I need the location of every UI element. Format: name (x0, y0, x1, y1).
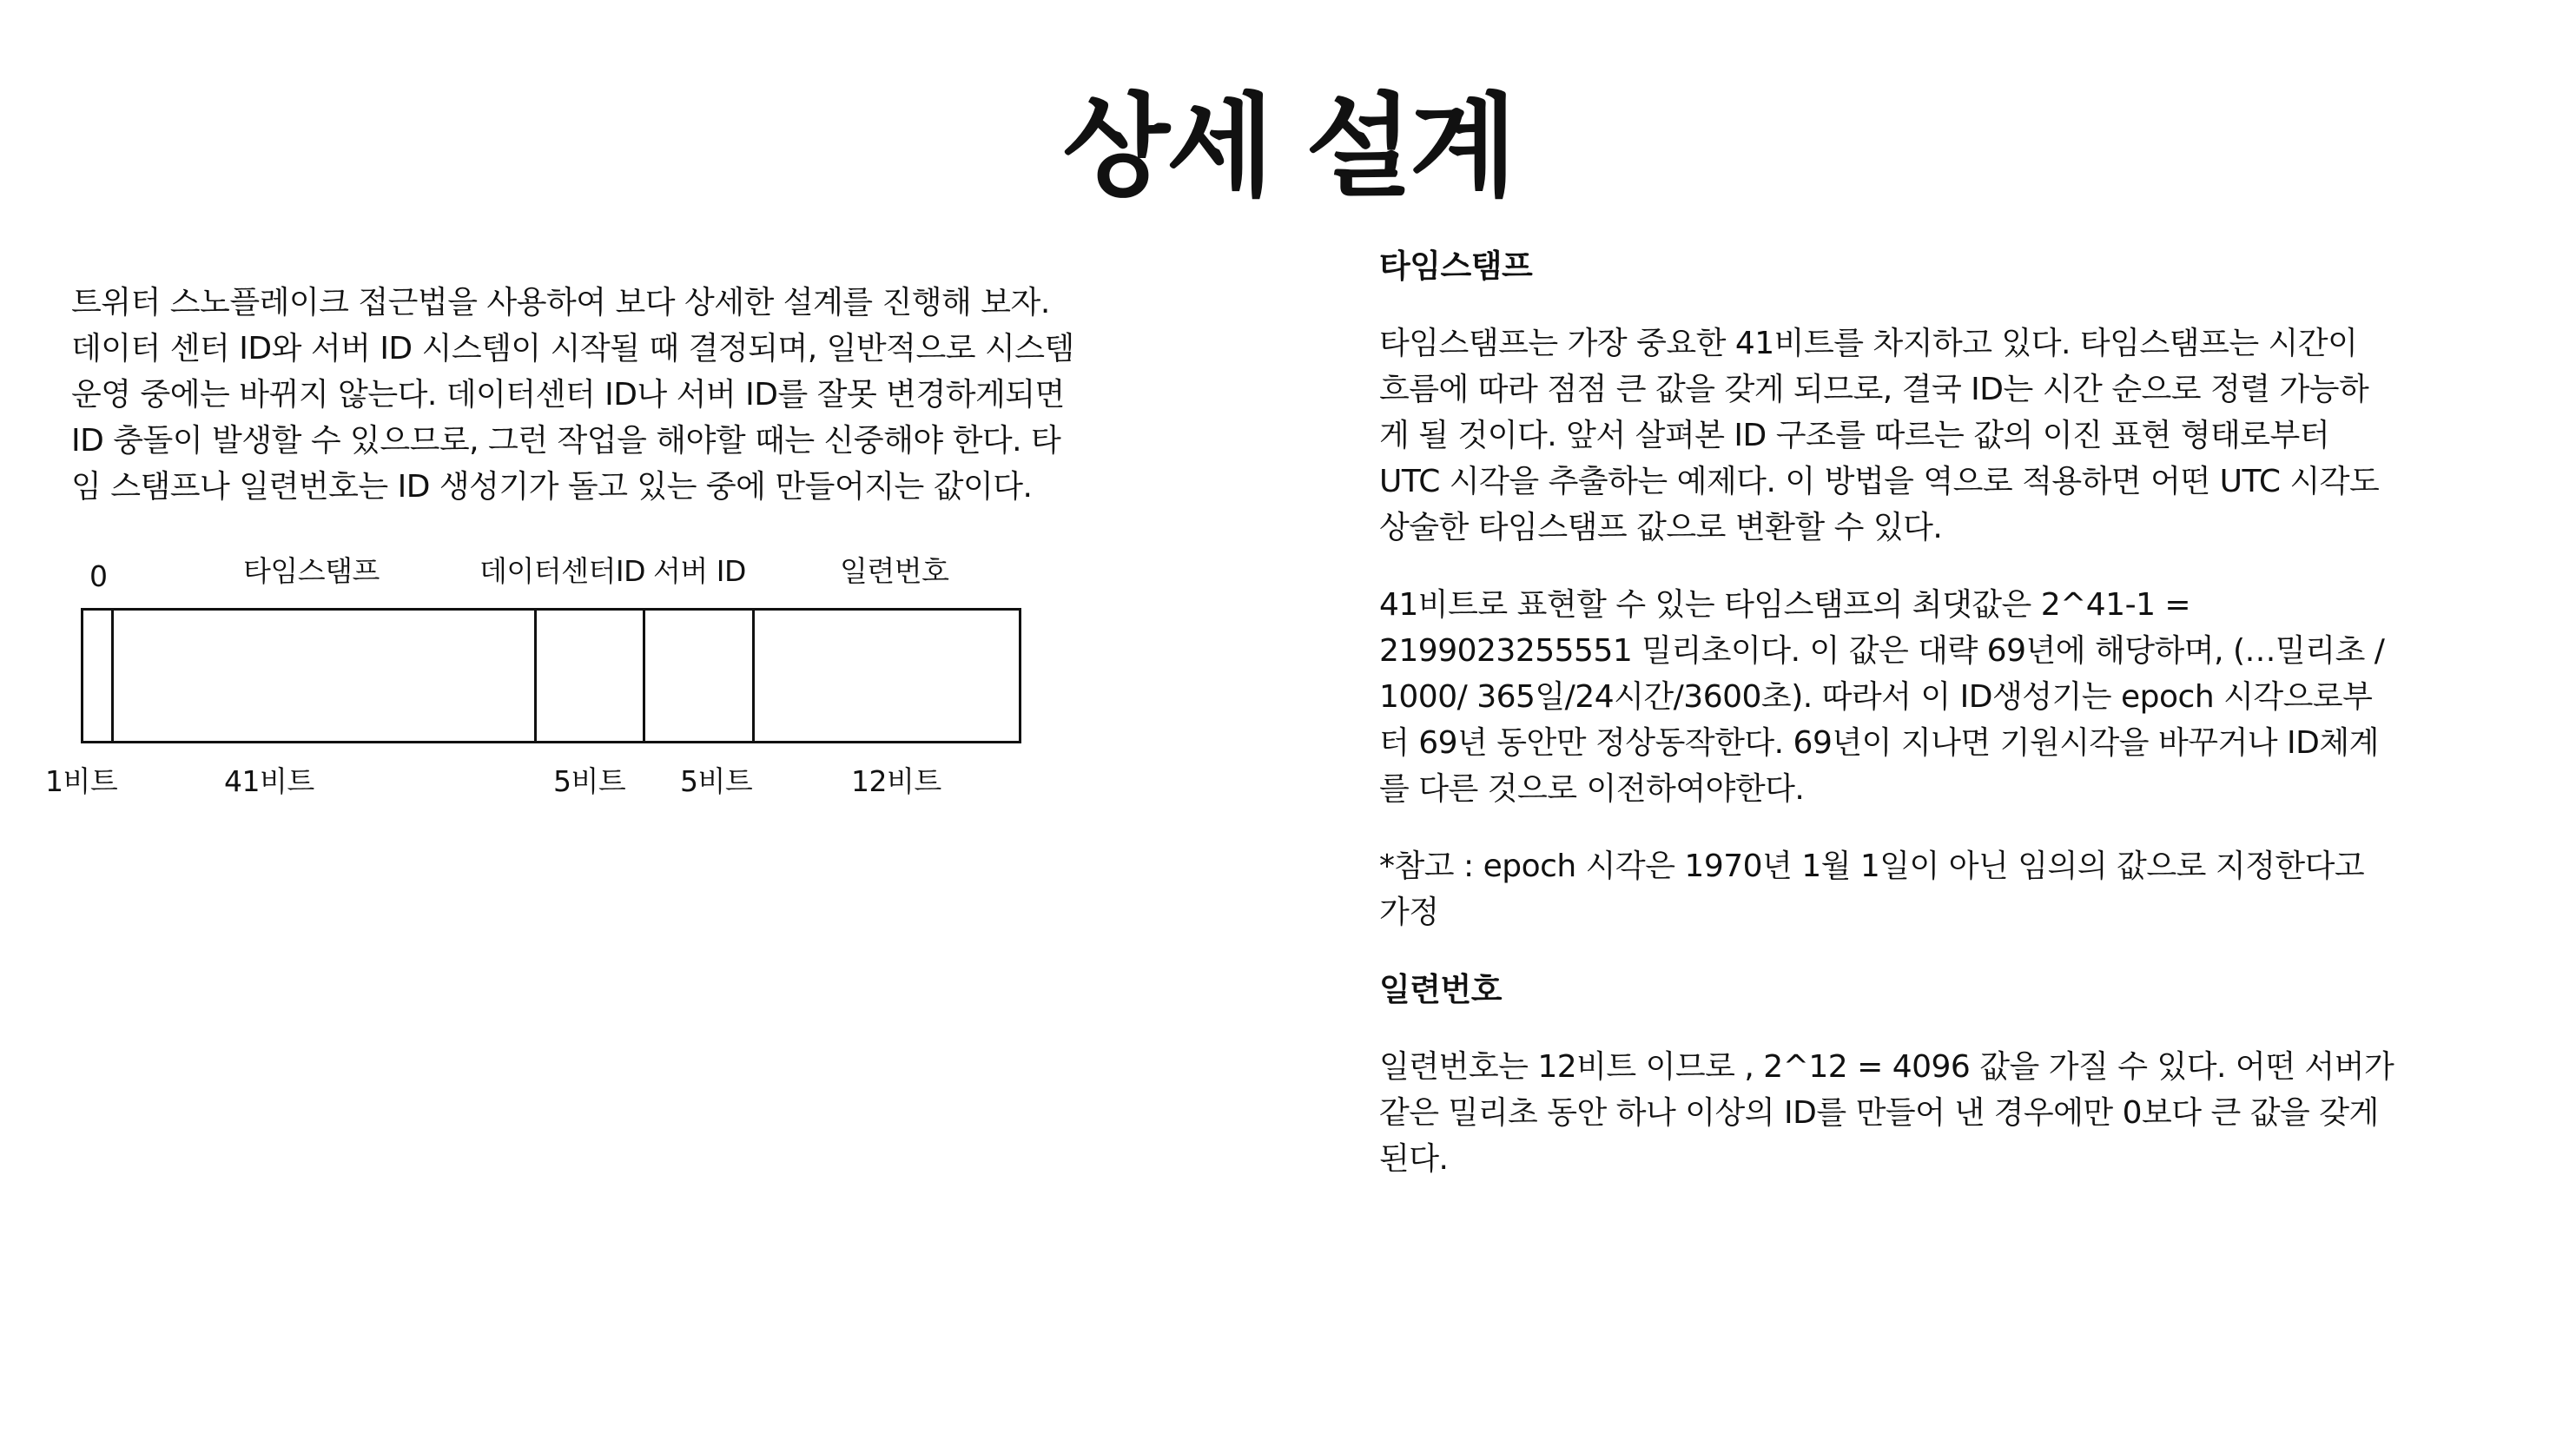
timestamp-box (111, 608, 537, 743)
right-column (1379, 243, 2395, 1182)
id-structure-diagram (0, 547, 1086, 825)
sequence-size-label: 12비트 (851, 764, 941, 798)
timestamp-paragraph: 타임스탬프는 가장 중요한 41비트를 차지하고 있다. 타임스탬프는 시간이 흐름에 따라 점점 큰 값을 갖게 되므로, 결국 ID는 시간 순으로 정렬 가능하게 될 것이다. 앞서 살펴본 ID 구조를 따르는 값의 이진 표현 형태로부터 UTC 시각을 추출하는 예제다. 이 방법을 역으로 적용하면 어떤 UTC 시각도 상술한 타임스탬프 값으로 변환할 수 있다. (1379, 326, 2380, 545)
sign-bit-label: 0 (89, 559, 108, 593)
sign-bit-size-label: 1비트 (45, 764, 118, 798)
epoch-note: *참고 : epoch 시각은 1970년 1월 1일이 아닌 임의의 값으로 지정한다고 가정 (1379, 849, 2365, 930)
datacenter-id-size-label: 5비트 (553, 764, 626, 798)
datacenter-id-field-label: 데이터센터ID (479, 554, 646, 588)
sequence-heading: 일련번호 (1379, 971, 1502, 1008)
page-title: 상세 설계 (1062, 83, 1514, 212)
intro-paragraph: 트위터 스노플레이크 접근법을 사용하여 보다 상세한 설계를 진행해 보자. 데이터 센터 ID와 서버 ID 시스템이 시작될 때 결정되며, 일반적으로 시스템 운영 중에는 바뀌지 않는다. 데이터센터 ID나 서버 ID를 잘못 변경하게되면 ID 충돌이 발생할 수 있으므로, 그런 작업을 해야할 때는 신중해야 한다. 타임 스탬프나 일련번호는 ID 생성기가 돌고 있는 중에 만들어지는 값이다. (71, 285, 1074, 505)
timestamp-heading: 타임스탬프 (1379, 248, 1533, 285)
server-id-box (643, 608, 755, 743)
timestamp-max-paragraph: 41비트로 표현할 수 있는 타임스탬프의 최댓값은 2^41-1 = 2199023255551 밀리초이다. 이 값은 대략 69년에 해당하며, (…밀리초 / 1000/ 365일/24시간/3600초). 따라서 이 ID생성기는 epoch 시각으로부터 69년 동안만 정상동작한다. 69년이 지나면 기원시각을 바꾸거나 ID체계를 다른 것으로 이전하여야한다. (1379, 587, 2385, 807)
sequence-box (752, 608, 1021, 743)
timestamp-field-label: 타임스탬프 (243, 554, 380, 588)
timestamp-size-label: 41비트 (224, 764, 314, 798)
sequence-paragraph: 일련번호는 12비트 이므로 , 2^12 = 4096 값을 가질 수 있다. 어떤 서버가 같은 밀리초 동안 하나 이상의 ID를 만들어 낸 경우에만 0보다 큰 값을 갖게 된다. (1379, 1049, 2394, 1177)
sequence-field-label: 일련번호 (840, 554, 949, 588)
server-id-size-label: 5비트 (680, 764, 753, 798)
sign-bit-box (81, 608, 114, 743)
server-id-field-label: 서버 ID (653, 554, 746, 588)
datacenter-id-box (534, 608, 645, 743)
